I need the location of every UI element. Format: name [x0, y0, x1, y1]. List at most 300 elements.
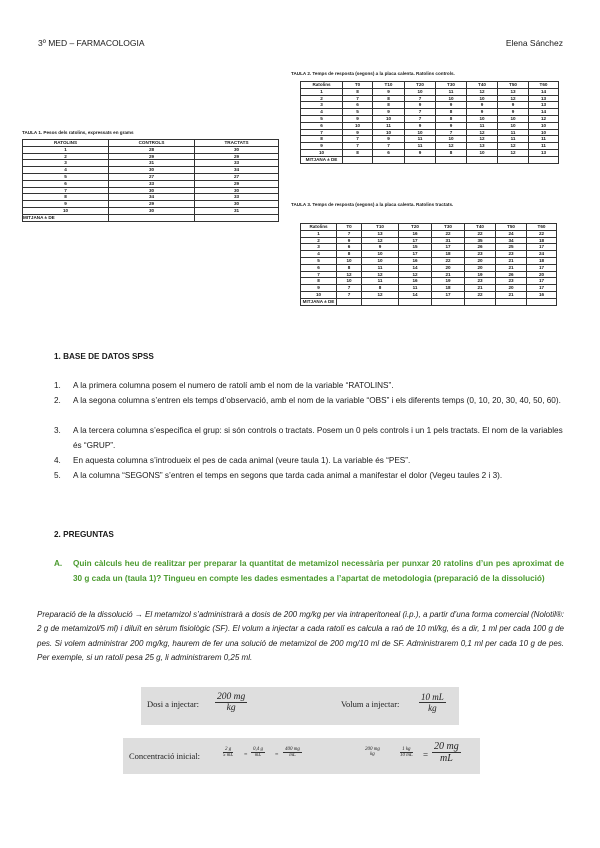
table-cell: 10 [373, 129, 405, 136]
table-cell: 15 [399, 244, 432, 251]
table-cell: 30 [109, 207, 195, 214]
table-row [301, 129, 559, 136]
table-cell: 10 [467, 95, 498, 102]
answer-text: Preparació de la dissolució → El metamizol s’administrarà a dosis de 200 mg/kg per via intraperitoneal (i.p.), a partir d’una forma comercial (Nolotil®: 2 g de metamizol/5 ml) i diluït en sèrum fisiològic (SF). El volum a injectar a cada ratolí es calcula a raó de 10 ml/kg, és a dir, 1 ml per cada 100 g de pes. Si volem administrar 200 mg/kg, haurem de fer una solució de metamizol de 200 mg/10 ml de SF. Administrarem 0,1 ml per cada 10 g de pes. Per exemple, si un ratolí pesa 25 g, li administrarem 0,25 ml. [37, 610, 565, 662]
table-cell: 12 [467, 136, 498, 143]
table-cell: 1 [301, 88, 343, 95]
table-row [301, 251, 557, 258]
table-cell: 27 [195, 173, 279, 180]
table-cell: 8 [373, 95, 405, 102]
table-cell: 26 [496, 271, 527, 278]
table-cell: 9 [337, 237, 362, 244]
mean-cell [527, 298, 557, 305]
table-cell: 11 [498, 129, 529, 136]
section1-list [54, 379, 569, 504]
table-cell: 10 [498, 122, 529, 129]
table-cell: 3 [301, 102, 343, 109]
table-cell: 5 [301, 115, 343, 122]
table-row [301, 136, 559, 143]
table-row [301, 244, 557, 251]
table-cell: 12 [337, 271, 362, 278]
table-row [23, 194, 279, 201]
list-item-text: A la tercera columna s’especifica el grup: si són controls o tractats. Posem un 0 pels controls i un 1 pels tractats. El nom de la variables és “GRUP”. [73, 426, 563, 450]
table-cell: 9 [405, 149, 436, 156]
table-cell: 10 [362, 257, 399, 264]
fraction-e: $\frac{1 kg}{10 mL}$ [400, 747, 413, 758]
table-cell: 9 [405, 102, 436, 109]
table-cell: 11 [498, 136, 529, 143]
table-row [301, 285, 557, 292]
table2-header-cell: T60 [529, 82, 559, 89]
table-cell: 19 [432, 278, 465, 285]
table-cell: 10 [301, 291, 337, 298]
table-cell: 6 [301, 122, 343, 129]
table2-header-cell: T30 [436, 82, 467, 89]
table-row [301, 271, 557, 278]
table-cell: 33 [195, 194, 279, 201]
table-cell: 29 [109, 153, 195, 160]
table3-header-cell: T10 [362, 224, 399, 231]
table-cell: 1 [23, 146, 109, 153]
table-cell: 16 [399, 230, 432, 237]
table1-header-cell: TRACTATS [195, 140, 279, 147]
table-cell: 5 [301, 257, 337, 264]
fraction-b: $\frac{0,4 g}{mL}$ [253, 747, 263, 758]
table-cell: 3 [301, 244, 337, 251]
table-cell: 17 [527, 264, 557, 271]
table-cell: 8 [436, 149, 467, 156]
table-cell: 9 [343, 115, 373, 122]
table-cell: 11 [405, 143, 436, 150]
table-row [301, 278, 557, 285]
dose-label: Dosi a injectar: [147, 699, 199, 709]
table3 [300, 223, 557, 306]
mean-cell [399, 298, 432, 305]
table-cell: 6 [373, 149, 405, 156]
table-cell: 17 [399, 251, 432, 258]
volume-label: Volum a injectar: [341, 699, 400, 709]
table-cell: 5 [343, 109, 373, 116]
dose-numerator: 200 mg [217, 692, 246, 702]
mean-cell [498, 156, 529, 163]
table-cell: 9 [362, 244, 399, 251]
mean-cell [362, 298, 399, 305]
table-cell: 7 [405, 95, 436, 102]
list-item-number: 4. [54, 456, 61, 465]
table-cell: 10 [529, 122, 559, 129]
table-row [301, 102, 559, 109]
table2-caption: TAULA 2. Temps de resposta (segons) a la placa calenta. Ratolins controls. [291, 71, 455, 76]
table-cell: 17 [432, 244, 465, 251]
table3-caption: TAULA 3. Temps de resposta (segons) a la placa calenta. Ratolins tractats. [291, 202, 454, 207]
table-cell: 8 [337, 251, 362, 258]
table-cell: 11 [362, 278, 399, 285]
table-row [301, 257, 557, 264]
mean-row [23, 214, 279, 221]
table-cell: 23 [465, 251, 496, 258]
mean-label: MITJANA ± DE [301, 298, 337, 305]
table-cell: 16 [527, 291, 557, 298]
formula-dose-volume [141, 687, 459, 725]
table-cell: 14 [529, 88, 559, 95]
question-text: Quin càlculs heu de realitzar per preparar la quantitat de metamizol necessària per punxar 20 ratolins d’un pes aproximat de 30 g cada un (taula 1)? Tingueu en compte les dades esmentades a l’apartat de metodologia (preparació de la dissolució) [73, 559, 564, 583]
table-cell: 30 [195, 146, 279, 153]
table-cell: 28 [109, 146, 195, 153]
table-cell: 12 [362, 271, 399, 278]
table-cell: 5 [23, 173, 109, 180]
table2 [300, 81, 559, 164]
table-cell: 20 [465, 257, 496, 264]
table-cell: 31 [195, 207, 279, 214]
table-cell: 12 [498, 95, 529, 102]
table-cell: 8 [343, 88, 373, 95]
table-cell: 23 [496, 278, 527, 285]
table-cell: 7 [337, 285, 362, 292]
table-row [301, 88, 559, 95]
table-cell: 33 [195, 160, 279, 167]
section2-title: 2. PREGUNTAS [54, 530, 114, 539]
table-cell: 18 [432, 251, 465, 258]
table-cell: 33 [109, 180, 195, 187]
table-cell: 8 [301, 136, 343, 143]
table-cell: 12 [467, 129, 498, 136]
table-cell: 8 [436, 115, 467, 122]
table-cell: 9 [498, 109, 529, 116]
table-cell: 12 [362, 237, 399, 244]
list-item-text: A la primera columna posem el numero de ratolí amb el nom de la variable “RATOLINS”. [73, 381, 394, 390]
table-cell: 10 [436, 95, 467, 102]
table-cell: 20 [496, 285, 527, 292]
table-row [23, 160, 279, 167]
table-cell: 21 [465, 285, 496, 292]
table-cell: 9 [373, 136, 405, 143]
table-cell: 1 [301, 230, 337, 237]
table-cell: 10 [436, 136, 467, 143]
table-cell: 29 [195, 153, 279, 160]
table-cell: 7 [301, 129, 343, 136]
table-cell: 24 [496, 230, 527, 237]
table-cell: 9 [467, 102, 498, 109]
table-row [301, 237, 557, 244]
table-cell: 26 [465, 244, 496, 251]
table2-header-cell: T10 [373, 82, 405, 89]
table1-header-cell: RATOLINS [23, 140, 109, 147]
table-cell: 11 [405, 136, 436, 143]
table-cell: 10 [467, 149, 498, 156]
table-cell: 6 [23, 180, 109, 187]
table-cell: 10 [405, 129, 436, 136]
table-cell: 11 [436, 88, 467, 95]
table-cell: 10 [301, 149, 343, 156]
fraction-d: 200 mg kg [365, 747, 380, 757]
table-cell: 34 [195, 167, 279, 174]
fraction-c: $\frac{400 mg}{mL}$ [285, 747, 300, 758]
table-cell: 22 [432, 257, 465, 264]
table-cell: 30 [195, 201, 279, 208]
table-cell: 23 [496, 251, 527, 258]
table-cell: 25 [496, 244, 527, 251]
table3-header-cell: T40 [465, 224, 496, 231]
table-cell: 35 [465, 237, 496, 244]
table-cell: 22 [527, 230, 557, 237]
table-row [23, 180, 279, 187]
table-cell: 20 [432, 264, 465, 271]
table-cell: 18 [527, 237, 557, 244]
table2-header-cell: Ratolins [301, 82, 343, 89]
table-cell: 16 [399, 257, 432, 264]
table-cell: 7 [337, 291, 362, 298]
table-cell: 2 [23, 153, 109, 160]
header-course: 3º MED – FARMACOLOGIA [38, 38, 145, 48]
table-cell: 12 [498, 143, 529, 150]
volume-fraction [419, 692, 446, 713]
table-row [301, 143, 559, 150]
table-cell: 12 [436, 143, 467, 150]
table-cell: 3 [23, 160, 109, 167]
table-cell: 10 [373, 115, 405, 122]
table-cell: 17 [432, 291, 465, 298]
mean-cell [195, 214, 279, 221]
table-cell: 10 [498, 115, 529, 122]
table-cell: 4 [301, 251, 337, 258]
table-cell: 16 [399, 278, 432, 285]
table-cell: 20 [527, 271, 557, 278]
mean-cell [373, 156, 405, 163]
table-cell: 7 [337, 230, 362, 237]
table-cell: 9 [23, 201, 109, 208]
table-cell: 12 [399, 271, 432, 278]
table-cell: 11 [529, 143, 559, 150]
list-item-number: 2. [54, 396, 61, 405]
table-cell: 7 [405, 109, 436, 116]
table3-header-cell: T0 [337, 224, 362, 231]
table-cell: 6 [337, 244, 362, 251]
table-cell: 4 [23, 167, 109, 174]
mean-cell [496, 298, 527, 305]
table-cell: 14 [399, 291, 432, 298]
table-cell: 9 [301, 143, 343, 150]
table3-header-cell: Ratolins [301, 224, 337, 231]
table-cell: 10 [337, 257, 362, 264]
table3-header-cell: T30 [432, 224, 465, 231]
table-cell: 23 [465, 278, 496, 285]
table-cell: 30 [109, 187, 195, 194]
table3-header-cell: T50 [496, 224, 527, 231]
mean-cell [467, 156, 498, 163]
mean-label: MITJANA ± DE [301, 156, 343, 163]
table2-header-cell: T50 [498, 82, 529, 89]
table-cell: 6 [301, 264, 337, 271]
table-cell: 9 [405, 122, 436, 129]
list-item-text: En aquesta columna s’introdueix el pes de cada animal (veure taula 1). La variable és “PES”. [73, 456, 411, 465]
volume-denominator: kg [428, 703, 437, 713]
table-cell: 9 [343, 129, 373, 136]
question-letter: A. [54, 559, 63, 568]
table-cell: 4 [301, 109, 343, 116]
table-row [23, 153, 279, 160]
table-cell: 7 [436, 129, 467, 136]
mean-cell [432, 298, 465, 305]
table-cell: 18 [527, 257, 557, 264]
table-row [301, 264, 557, 271]
table-cell: 8 [23, 194, 109, 201]
table-cell: 10 [362, 251, 399, 258]
table-cell: 10 [343, 122, 373, 129]
table-row [301, 115, 559, 122]
table-cell: 30 [109, 167, 195, 174]
table-row [301, 109, 559, 116]
table-cell: 19 [465, 271, 496, 278]
table-row [23, 201, 279, 208]
fraction-f: $\frac{20 mg}{mL}$ [434, 741, 459, 764]
table-cell: 21 [496, 264, 527, 271]
table-cell: 9 [301, 285, 337, 292]
table-cell: 21 [496, 291, 527, 298]
table-cell: 12 [362, 291, 399, 298]
table-cell: 11 [399, 285, 432, 292]
table-cell: 7 [23, 187, 109, 194]
table-cell: 22 [465, 291, 496, 298]
mean-cell [109, 214, 195, 221]
table-row [23, 173, 279, 180]
table-cell: 27 [109, 173, 195, 180]
fraction-a: $\frac{2 g}{5 mL}$ [223, 747, 234, 758]
table3-header-cell: T60 [527, 224, 557, 231]
table-cell: 10 [529, 129, 559, 136]
table-cell: 17 [527, 285, 557, 292]
table-cell: 12 [498, 149, 529, 156]
mean-cell [337, 298, 362, 305]
table-row [301, 149, 559, 156]
header-author: Elena Sánchez [505, 38, 563, 48]
table2-header-cell: T40 [467, 82, 498, 89]
table-cell: 2 [301, 237, 337, 244]
table-cell: 7 [405, 115, 436, 122]
table-cell: 29 [195, 180, 279, 187]
table-cell: 13 [467, 143, 498, 150]
table-cell: 12 [529, 115, 559, 122]
table-cell: 7 [301, 271, 337, 278]
table-cell: 10 [405, 88, 436, 95]
table-cell: 8 [337, 264, 362, 271]
table-row [23, 187, 279, 194]
table-cell: 21 [432, 271, 465, 278]
table-cell: 9 [373, 88, 405, 95]
mean-cell [529, 156, 559, 163]
table-cell: 9 [498, 102, 529, 109]
table-cell: 8 [301, 278, 337, 285]
table-cell: 22 [465, 230, 496, 237]
table-cell: 9 [373, 109, 405, 116]
table-cell: 34 [109, 194, 195, 201]
mean-cell [436, 156, 467, 163]
table-row [23, 207, 279, 214]
table-cell: 8 [362, 285, 399, 292]
table-row [301, 230, 557, 237]
table-cell: 31 [432, 237, 465, 244]
table-cell: 8 [373, 102, 405, 109]
table-cell: 10 [23, 207, 109, 214]
table-cell: 13 [362, 230, 399, 237]
table-cell: 18 [432, 285, 465, 292]
section1-title: 1. BASE DE DATOS SPSS [54, 352, 154, 361]
list-item-text: A la segona columna s’entren els temps d’observació, amb el nom de la variable “OBS” i els diferents temps (0, 10, 20, 30, 40, 50, 60). [73, 396, 561, 405]
table-cell: 21 [496, 257, 527, 264]
table-cell: 12 [467, 88, 498, 95]
mean-cell [405, 156, 436, 163]
table1-caption: TAULA 1. Pesos dels ratolins, expressats en grams [22, 130, 134, 135]
table-cell: 7 [343, 95, 373, 102]
table-cell: 13 [529, 102, 559, 109]
list-item-text: A la columna “SEGONS” s’entren el temps en segons que tarda cada animal a manifestar el dolor (Vegeu taules 2 i 3). [73, 471, 503, 480]
mean-cell [343, 156, 373, 163]
table1 [22, 139, 279, 222]
formula-concentration: Concentració inicial: $\frac{2 g}{5 mL}$ = $\frac{0,4 g}{mL}$ = $\frac{400 mg}{mL}$ 200 mg kg $\frac{1 kg}{10 mL}$ = $\frac{20 mg}{mL}$ [123, 738, 480, 774]
table-row [23, 146, 279, 153]
table-cell: 10 [467, 115, 498, 122]
table-row [23, 167, 279, 174]
table-cell: 9 [467, 109, 498, 116]
table2-header-cell: T20 [405, 82, 436, 89]
table-cell: 8 [343, 149, 373, 156]
table-cell: 9 [436, 122, 467, 129]
table-cell: 31 [109, 160, 195, 167]
mean-row [301, 298, 557, 305]
table-cell: 22 [432, 230, 465, 237]
table-cell: 2 [301, 95, 343, 102]
table-cell: 11 [529, 136, 559, 143]
mean-label: MITJANA ± DE [23, 214, 109, 221]
table-cell: 14 [529, 109, 559, 116]
table-cell: 13 [529, 95, 559, 102]
table-cell: 6 [343, 102, 373, 109]
table-cell: 20 [465, 264, 496, 271]
dose-denominator: kg [226, 703, 236, 713]
table-cell: 13 [498, 88, 529, 95]
mean-cell [465, 298, 496, 305]
table-cell: 7 [343, 136, 373, 143]
list-item-number: 3. [54, 426, 61, 435]
table3-header-cell: T20 [399, 224, 432, 231]
table-cell: 17 [399, 237, 432, 244]
volume-numerator: 10 mL [421, 692, 444, 702]
concentration-label: Concentració inicial: [129, 751, 201, 761]
table-cell: 34 [496, 237, 527, 244]
table-cell: 13 [529, 149, 559, 156]
table-cell: 7 [373, 143, 405, 150]
table-cell: 17 [527, 278, 557, 285]
table-cell: 29 [109, 201, 195, 208]
dose-fraction [215, 692, 247, 713]
table-cell: 9 [436, 102, 467, 109]
table-cell: 17 [527, 244, 557, 251]
table-cell: 11 [467, 122, 498, 129]
table-cell: 14 [399, 264, 432, 271]
list-item-number: 1. [54, 381, 61, 390]
mean-row [301, 156, 559, 163]
table2-header-cell: T0 [343, 82, 373, 89]
table-row [301, 291, 557, 298]
table-row [301, 122, 559, 129]
table-cell: 11 [373, 122, 405, 129]
table-cell: 10 [337, 278, 362, 285]
table1-header-cell: CONTROLS [109, 140, 195, 147]
table-cell: 11 [362, 264, 399, 271]
table-cell: 30 [195, 187, 279, 194]
list-item-number: 5. [54, 471, 61, 480]
table-cell: 24 [527, 251, 557, 258]
table-cell: 8 [436, 109, 467, 116]
